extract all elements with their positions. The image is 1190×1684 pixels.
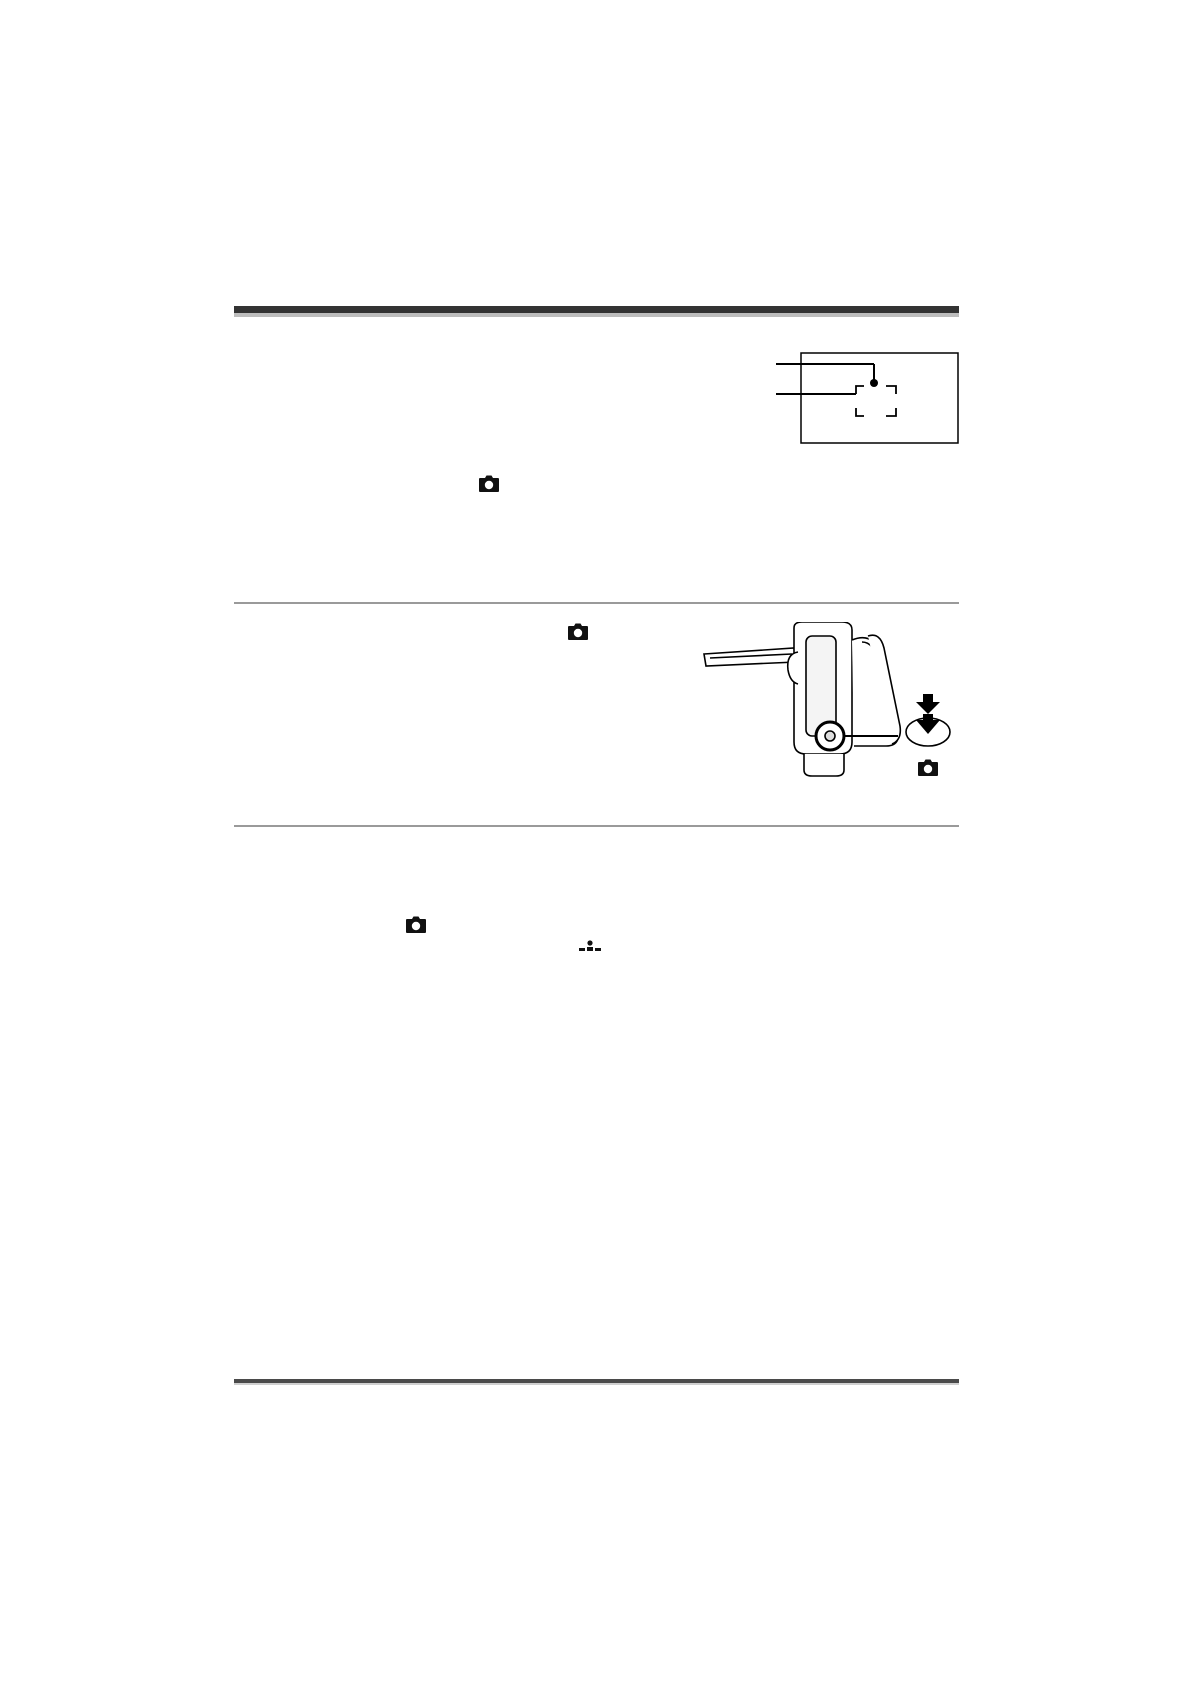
footer-rule-shade [234, 1383, 959, 1385]
camera-icon [917, 758, 939, 777]
recording-lamp-dot [870, 379, 878, 387]
camera-icon [567, 622, 589, 641]
section-divider [234, 825, 959, 827]
screen-display-illustration [776, 350, 962, 446]
focus-area-brackets [856, 386, 896, 416]
header-rule [234, 306, 959, 313]
camera-icon [405, 915, 427, 934]
header-rule-shade [234, 313, 959, 317]
section-divider [234, 602, 959, 604]
camera-icon [478, 474, 500, 493]
guide-marker-icon [579, 940, 601, 952]
